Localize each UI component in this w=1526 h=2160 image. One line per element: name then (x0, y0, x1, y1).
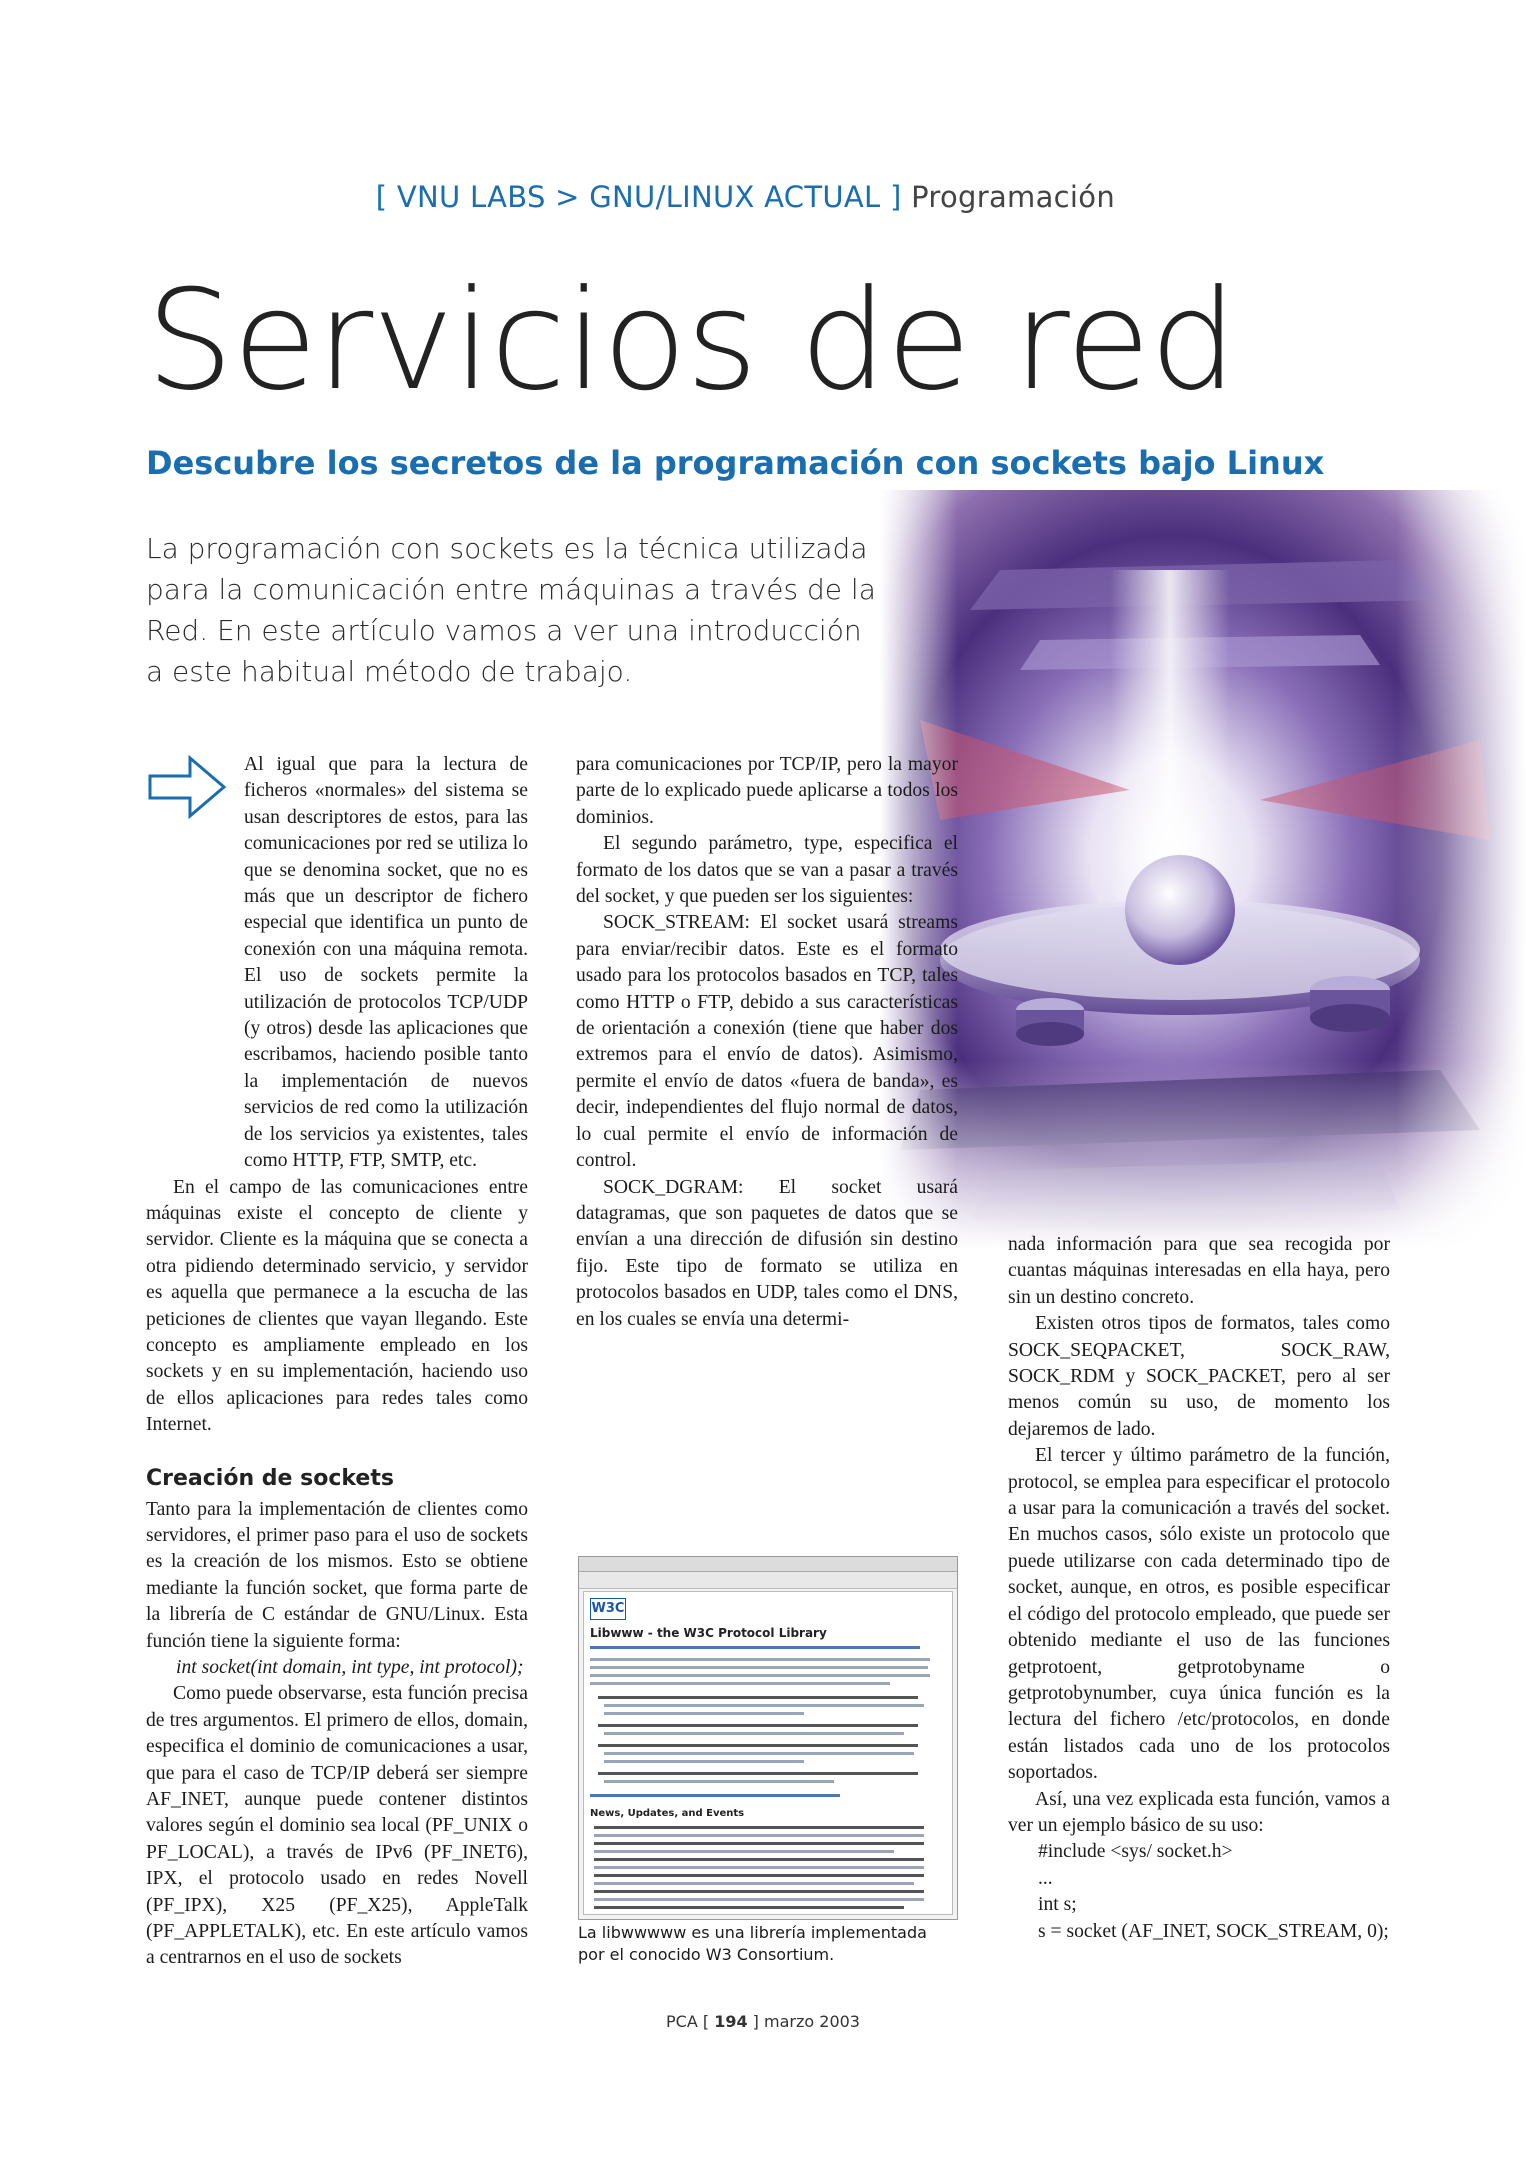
paragraph: El tercer y último parámetro de la función, protocol, se emplea para especificar el protocolo a usar para la comunicación a través del socket. En muchos casos, sólo existe un protocolo que puede utilizarse con cada determinado tipo de socket, aunque, en otros, es posible especificar el código del protocolo empleado, que puede ser obtenido mediante el uso de las funciones getprotoent, getprotobyname o getprotobynumber, cuya única función es la lectura del fichero /etc/protocolos, en donde están listados cada uno de los protocolos soportados. (1008, 1445, 1390, 1784)
text-column-1 (146, 752, 528, 1972)
paragraph: En el campo de las comunicaciones entre máquinas existe el concepto de cliente y servidor. Cliente es la máquina que se conecta a otra pidiendo determinado servicio, y servidor es aquella que permanece a la escucha de las peticiones de clientes que vayan llegando. Este concepto es ampliamente empleado en los sockets y en su implementación, haciendo uso de ellos aplicaciones para redes tales como Internet. (146, 1176, 528, 1436)
text-column-3 (1008, 1232, 1390, 1945)
w3c-logo: W3C (590, 1598, 626, 1620)
code-line: #include <sys/ socket.h> (1038, 1841, 1233, 1863)
lead-paragraph: La programación con sockets es la técnica utilizada para la comunicación entre máquinas a través de la Red. En este artículo vamos a ver una introducción a este habitual método de trabajo. (146, 532, 876, 688)
figure-text-line (598, 1724, 918, 1727)
code-line: ... (1038, 1867, 1053, 1889)
code-line: s = socket (AF_INET, SOCK_STREAM, 0); (1038, 1920, 1389, 1942)
hero-illustration (880, 490, 1526, 1250)
figure-text-line (604, 1732, 904, 1735)
figure-text-line (594, 1842, 924, 1845)
figure-text-line (604, 1780, 834, 1783)
figure-text-line (598, 1696, 918, 1699)
paragraph: Existen otros tipos de formatos, tales como SOCK_SEQPACKET, SOCK_RAW, SOCK_RDM y SOCK_PACKET, pero al ser menos común su uso, de momento los dejaremos de lado. (1008, 1313, 1390, 1440)
figure-page-heading: Libwww - the W3C Protocol Library (590, 1626, 827, 1640)
figure-text-line (604, 1704, 924, 1707)
figure-text-line (594, 1882, 914, 1885)
figure-text-line (594, 1858, 924, 1861)
browser-menubar (579, 1557, 957, 1572)
figure-text-line (590, 1666, 928, 1669)
footer-magazine: PCA (666, 2012, 698, 2031)
figure-text-line (604, 1712, 804, 1715)
figure-text-line (598, 1772, 918, 1775)
page-subtitle: Descubre los secretos de la programación con sockets bajo Linux (146, 444, 1325, 482)
figure-text-line (594, 1850, 894, 1853)
browser-toolbar (579, 1572, 957, 1589)
paragraph: nada información para que sea recogida por cuantas máquinas interesadas en ella haya, pero sin un destino concreto. (1008, 1234, 1390, 1308)
paragraph: Al igual que para la lectura de ficheros «normales» del sistema se usan descriptores de estos, para las comunicaciones por red se utiliza lo que se denomina socket, que no es más que un descriptor de fichero especial que identifica un punto de conexión con una máquina remota. El uso de sockets permite la utilización de protocolos TCP/UDP (y otros) desde las aplicaciones que escribamos, haciendo posible tanto la implementación de nuevos servicios de red como la utilización de los servicios ya existentes, tales como HTTP, FTP, SMTP, etc. (244, 754, 528, 1172)
section-heading: Creación de sockets (146, 1465, 394, 1491)
figure-nav-line (590, 1794, 840, 1797)
paragraph: SOCK_DGRAM: El socket usará datagramas, que son paquetes de datos que se envían a una dirección de difusión sin destino fijo. Este tipo de formato se utiliza en protocolos basados en UDP, tales como el DNS, en los cuales se envía una determi- (576, 1176, 958, 1330)
page-title: Servicios de red (146, 260, 1237, 421)
figure-text-line (594, 1866, 924, 1869)
figure-text-line (594, 1898, 924, 1901)
paragraph: Así, una vez explicada esta función, vamos a ver un ejemplo básico de su uso: (1008, 1788, 1390, 1836)
figure-text-line (594, 1890, 924, 1893)
text-column-2 (576, 752, 958, 1333)
paragraph: SOCK_STREAM: El socket usará streams para enviar/recibir datos. Este es el formato usado para los protocolos basados en TCP, tales como HTTP o FTP, debido a sus características de orientación a conexión (tiene que haber dos extremos para el envío de datos). Asimismo, permite el envío de datos «fuera de banda», es decir, independientes del flujo normal de datos, lo cual permite el envío de información de control. (576, 912, 958, 1172)
paragraph: Como puede observarse, esta función precisa de tres argumentos. El primero de ellos, domain, especifica el dominio de comunicaciones a usar, que para el caso de TCP/IP deberá ser siempre AF_INET, aunque puede contener distintos valores según el dominio sea local (PF_UNIX o PF_LOCAL), a través de IPv6 (PF_INET6), IPX, el protocolo usado en redes Novell (PF_IPX), X25 (PF_X25), AppleTalk (PF_APPLETALK), etc. En este artículo vamos a centrarnos en el uso de sockets (146, 1683, 528, 1969)
footer-page-number: 194 (714, 2012, 748, 2031)
figure-text-line (604, 1752, 914, 1755)
paragraph: El segundo parámetro, type, especifica el formato de los datos que se van a pasar a través del socket, y que pueden ser los siguientes: (576, 833, 958, 908)
breadcrumb-category: Programación (911, 180, 1115, 214)
figure-text-line (590, 1674, 930, 1677)
page-footer: PCA [ 194 ] marzo 2003 (666, 2012, 860, 2031)
figure-text-line (598, 1744, 918, 1747)
figure-text-line (604, 1760, 804, 1763)
breadcrumb-section: [ VNU LABS > GNU/LINUX ACTUAL ] (375, 180, 902, 214)
figure-text-line (590, 1682, 890, 1685)
figure-text-line (594, 1826, 924, 1829)
browser-page (583, 1591, 953, 1915)
footer-issue: marzo 2003 (764, 2012, 860, 2031)
paragraph: para comunicaciones por TCP/IP, pero la mayor parte de lo explicado puede aplicarse a todos los dominios. (576, 754, 958, 828)
figure-screenshot (578, 1556, 958, 1920)
code-line: int socket(int domain, int type, int protocol); (176, 1657, 524, 1678)
figure-text-line (594, 1906, 904, 1909)
paragraph: Tanto para la implementación de clientes como servidores, el primer paso para el uso de sockets es la creación de los mismos. Esto se obtiene mediante la función socket, que forma parte de la librería de C estándar de GNU/Linux. Esta función tiene la siguiente forma: (146, 1498, 528, 1652)
figure-section-heading: News, Updates, and Events (590, 1808, 745, 1819)
breadcrumb (0, 180, 1115, 214)
figure-text-line (594, 1874, 924, 1877)
figure-text-line (594, 1834, 924, 1837)
figure-nav-line (590, 1646, 920, 1649)
code-line: int s; (1038, 1894, 1077, 1916)
figure-text-line (590, 1658, 930, 1661)
figure-caption: La libwwwww es una librería implementada por el conocido W3 Consortium. (578, 1923, 927, 1964)
